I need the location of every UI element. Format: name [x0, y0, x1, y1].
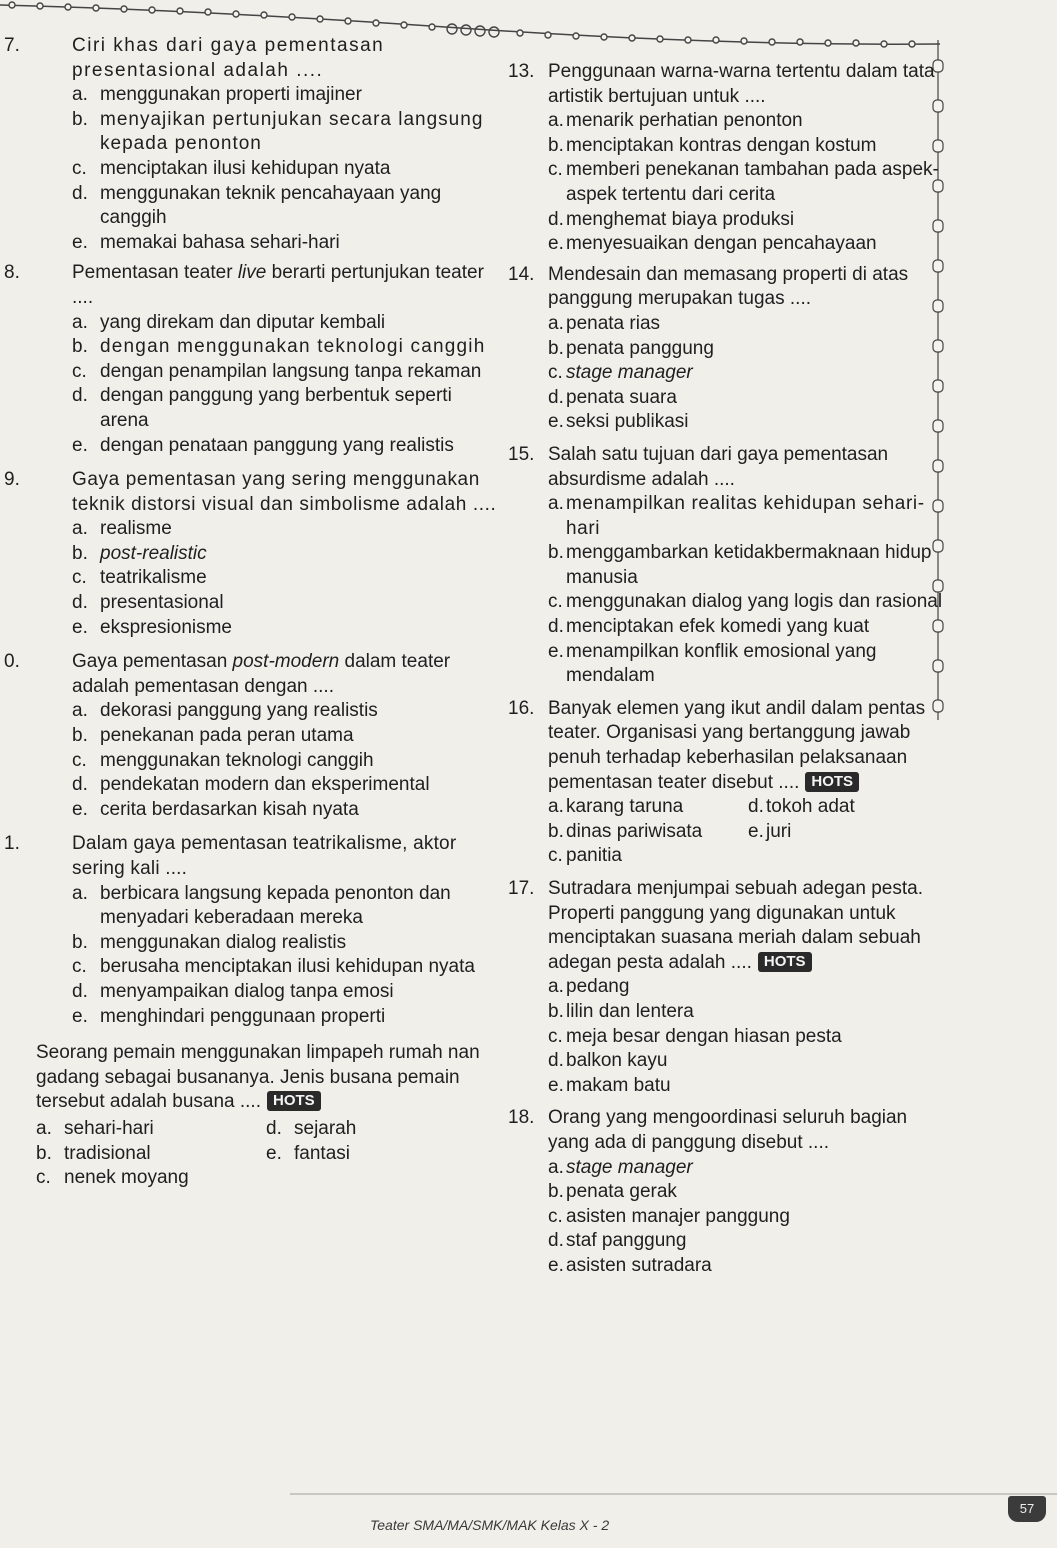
option[interactable]: e. makam batu [548, 1074, 671, 1096]
option[interactable]: c. asisten manajer panggung [548, 1205, 790, 1227]
option[interactable]: a. stage manager [548, 1156, 693, 1178]
option[interactable]: b. lilin dan lentera [548, 1000, 694, 1022]
question-12 [0, 1041, 500, 1191]
question-stem: Ciri khas dari gaya pementasan presentasional adalah .... [72, 35, 385, 81]
option[interactable]: e. cerita berdasarkan kisah nyata [72, 798, 359, 820]
option[interactable]: b. tradisional [36, 1142, 151, 1164]
hots-badge: HOTS [267, 1091, 321, 1111]
question-16 [508, 697, 948, 869]
question-number: 15. [508, 443, 535, 465]
option[interactable]: e. memakai bahasa sehari-hari [72, 231, 340, 253]
option[interactable]: c. panitia [548, 845, 622, 867]
hots-badge: HOTS [758, 952, 812, 972]
option[interactable]: d. menggunakan teknik pencahayaan yang canggih [72, 182, 442, 229]
option[interactable]: b. dengan menggunakan teknologi canggih [72, 336, 486, 358]
option[interactable]: d. menghemat biaya produksi [548, 208, 795, 230]
option[interactable]: d. presentasional [72, 592, 224, 614]
question-number: 7. [4, 35, 20, 56]
question-stem: Salah satu tujuan dari gaya pementasan absurdisme adalah .... [548, 443, 889, 490]
question-17 [508, 877, 948, 1098]
question-stem: Orang yang mengoordinasi seluruh bagian yang ada di panggung disebut .... [548, 1107, 908, 1153]
question-14 [508, 263, 948, 435]
option[interactable]: d. menyampaikan dialog tanpa emosi [72, 980, 394, 1002]
footer-rule [290, 1493, 1057, 1495]
option[interactable]: a. menggunakan properti imajiner [72, 84, 362, 106]
question-number: 9. [4, 469, 20, 491]
question-18 [508, 1106, 948, 1278]
option[interactable]: a. penata rias [548, 312, 661, 334]
option[interactable]: a. menampilkan realitas kehidupan sehari-hari [548, 493, 925, 539]
option[interactable]: a. pedang [548, 976, 630, 998]
option[interactable]: d. tokoh adat [748, 796, 855, 818]
question-number: 18. [508, 1107, 535, 1129]
option[interactable]: c. dengan penampilan langsung tanpa rekaman [72, 360, 482, 382]
option[interactable]: b. menggunakan dialog realistis [72, 931, 347, 953]
right-column [508, 60, 948, 1281]
question-stem: Gaya pementasan post-modern dalam teater adalah pementasan dengan .... [72, 651, 451, 697]
page-number: 57 [1008, 1496, 1046, 1522]
option[interactable]: d. menciptakan efek komedi yang kuat [548, 616, 870, 638]
option[interactable]: c. meja besar dengan hiasan pesta [548, 1025, 842, 1047]
question-stem: Pementasan teater live berarti pertunjukan teater .... [72, 262, 484, 308]
question-10 [0, 650, 500, 822]
question-stem: Dalam gaya pementasan teatrikalisme, aktor sering kali .... [72, 833, 457, 879]
option[interactable]: e. dengan penataan panggung yang realistis [72, 434, 454, 456]
question-8 [0, 261, 500, 458]
question-13 [508, 60, 948, 257]
option[interactable]: a. karang taruna [548, 796, 684, 818]
question-15 [508, 443, 948, 689]
option[interactable]: b. penata panggung [548, 337, 714, 359]
option[interactable]: b. menggambarkan ketidakbermaknaan hidup manusia [548, 542, 932, 588]
option[interactable]: a. realisme [72, 518, 172, 540]
option[interactable]: d. dengan panggung yang berbentuk seperti arena [72, 385, 452, 431]
option[interactable]: d. staf panggung [548, 1230, 687, 1252]
option[interactable]: b. dinas pariwisata [548, 820, 703, 842]
question-stem: Sutradara menjumpai sebuah adegan pesta. Properti panggung yang digunakan untuk menciptakan suasana meriah dalam sebuah adegan pesta adalah .... HOTS [548, 878, 923, 973]
question-stem: Seorang pemain menggunakan limpapeh rumah nan gadang sebagai busananya. Jenis busana pemain tersebut adalah busana .... HOTS [36, 1042, 480, 1113]
option[interactable]: b. post-realistic [72, 542, 207, 564]
question-stem: Penggunaan warna-warna tertentu dalam tata artistik bertujuan untuk .... [548, 61, 935, 107]
question-stem: Gaya pementasan yang sering menggunakan teknik distorsi visual dan simbolisme adalah .... [72, 469, 497, 515]
option[interactable]: e. menampilkan konflik emosional yang mendalam [548, 640, 877, 687]
option[interactable]: c. teatrikalisme [72, 567, 207, 589]
option[interactable]: e. seksi publikasi [548, 411, 689, 433]
option[interactable]: e. fantasi [266, 1142, 350, 1164]
option[interactable]: b. penekanan pada peran utama [72, 725, 354, 747]
option[interactable]: a. menarik perhatian penonton [548, 110, 803, 132]
option[interactable]: d. pendekatan modern dan eksperimental [72, 774, 430, 796]
option[interactable]: e. menyesuaikan dengan pencahayaan [548, 233, 877, 255]
option[interactable]: d. balkon kayu [548, 1050, 668, 1072]
question-stem: Mendesain dan memasang properti di atas panggung merupakan tugas .... [548, 263, 909, 310]
question-number: 16. [508, 697, 535, 719]
hots-badge: HOTS [805, 772, 859, 792]
option[interactable]: a. dekorasi panggung yang realistis [72, 700, 378, 722]
question-stem: Banyak elemen yang ikut andil dalam pentas teater. Organisasi yang bertanggung jawab penuh terhadap keberhasilan pelaksanaan pementasan teater disebut .... HOTS [548, 697, 926, 793]
option[interactable]: c. memberi penekanan tambahan pada aspek-aspek tertentu dari cerita [548, 159, 939, 205]
option[interactable]: b. menciptakan kontras dengan kostum [548, 134, 877, 156]
option[interactable]: c. berusaha menciptakan ilusi kehidupan nyata [72, 956, 475, 978]
option[interactable]: a. sehari-hari [36, 1117, 154, 1139]
option[interactable]: c. menggunakan teknologi canggih [72, 749, 374, 771]
question-7 [0, 34, 500, 255]
option[interactable]: b. penata gerak [548, 1181, 677, 1203]
question-11 [0, 832, 500, 1029]
question-number: 17. [508, 878, 535, 899]
option[interactable]: a. yang direkam dan diputar kembali [72, 311, 386, 333]
option[interactable]: a. berbicara langsung kepada penonton dan menyadari keberadaan mereka [72, 882, 451, 929]
question-number: 8. [4, 262, 20, 284]
option[interactable]: e. ekspresionisme [72, 616, 232, 638]
option[interactable]: e. juri [748, 820, 792, 842]
option[interactable]: d. penata suara [548, 386, 677, 408]
option[interactable]: e. menghindari penggunaan properti [72, 1005, 386, 1027]
question-number: 0. [4, 651, 20, 673]
option[interactable]: c. nenek moyang [36, 1167, 189, 1189]
question-number: 13. [508, 61, 535, 82]
option[interactable]: c. stage manager [548, 362, 693, 384]
question-number: 1. [4, 833, 20, 855]
option[interactable]: c. menggunakan dialog yang logis dan rasional [548, 591, 943, 613]
footer-text: Teater SMA/MA/SMK/MAK Kelas X - 2 [370, 1517, 610, 1533]
option[interactable]: b. menyajikan pertunjukan secara langsung kepada penonton [72, 108, 484, 155]
question-number: 14. [508, 263, 535, 285]
question-9 [0, 468, 500, 640]
option[interactable]: e. asisten sutradara [548, 1254, 712, 1276]
option[interactable]: c. menciptakan ilusi kehidupan nyata [72, 157, 391, 179]
option[interactable]: d. sejarah [266, 1117, 357, 1139]
left-column [0, 30, 500, 1193]
